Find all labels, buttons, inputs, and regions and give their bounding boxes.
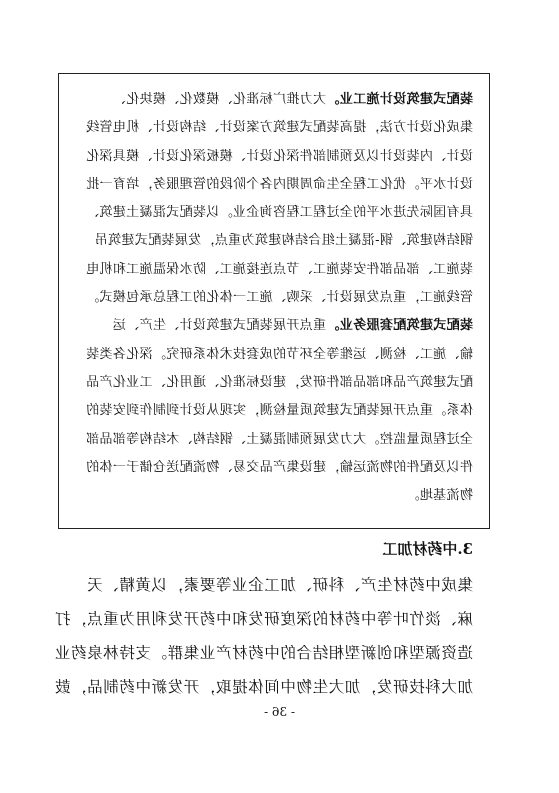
box-line-text: 集成化设计方法，提高装配式建筑方案设计、结构设计、机电管线 — [85, 120, 473, 136]
box-line-text: 装施工、部品部件安装施工、节点连接施工、防水保温施工和机电 — [85, 261, 473, 277]
box-line-text: 重点开展装配式建筑设计、生产、运 — [112, 318, 327, 334]
box-line — [73, 171, 473, 199]
box-text-block — [73, 86, 473, 510]
box-line-text: 管线施工，重点发展设计、采购、施工一体化的工程总承包模式。 — [85, 290, 473, 306]
box-line-text: 具有国际先进水平的全过程工程咨询企业。以装配式混凝土建筑、 — [85, 205, 473, 221]
section-heading: 3.中药材加工 — [382, 540, 473, 558]
box-line — [73, 86, 473, 114]
box-line — [73, 199, 473, 227]
box-line — [73, 341, 473, 369]
body-line: 集成中药材生产、科研、加工企业等要素，以黄精、天 — [86, 576, 473, 594]
box-line — [73, 143, 473, 171]
box-line — [73, 284, 473, 312]
box-line-text: 件以及配件的物流运输，建设集产品交易、物流配送仓储于一体的 — [85, 459, 473, 475]
bordered-text-box — [58, 73, 490, 529]
box-line — [73, 256, 473, 284]
box-line-text: 设计水平。优化工程全生命周期内各个阶段的管理服务，培育一批 — [85, 176, 473, 192]
box-line — [73, 114, 473, 142]
page-number: - 36 - — [264, 705, 296, 719]
box-line-bold-lead: 装配式建筑设计施工业。 — [326, 92, 473, 107]
body-line: 麻、淡竹叶等中药材的深度研发和中药开发利用为重点，打 — [54, 610, 473, 628]
box-line — [73, 482, 473, 510]
box-line-bold-lead: 装配式建筑配套服务业。 — [326, 318, 473, 334]
box-line-text: 大力推广标准化、模数化、模块化、 — [112, 92, 327, 107]
box-line-text: 全过程质量监控。大力发展预制混凝土、钢结构、木结构等部品部 — [85, 431, 473, 447]
box-line-text: 体系。重点开展装配式建筑质量检测，实现从设计到制作到安装的 — [85, 403, 473, 419]
body-line: 造资源型和创新型相结合的中药材产业集群。支持林泉药业 — [54, 644, 473, 662]
box-line — [73, 227, 473, 255]
box-line — [73, 312, 473, 340]
body-line: 加大科技研发，加大生物中间体提取，开发新中药制品，鼓 — [54, 678, 473, 696]
box-line-text: 输、施工、检测、运维等全环节的成套技术体系研究。深化各类装 — [85, 346, 473, 362]
box-line-text: 钢结构建筑、钢-混凝土组合结构建筑为重点，发展装配式建筑吊 — [94, 233, 473, 249]
box-line — [73, 369, 473, 397]
box-line-text: 设计、内装设计以及预制部件深化设计、模板深化设计、模具深化 — [85, 148, 473, 164]
body-paragraph — [54, 568, 473, 704]
box-line — [73, 454, 473, 482]
box-line-text: 配式建筑产品和部品部件研发，建设标准化、通用化、工业化产品 — [85, 374, 473, 390]
box-line — [73, 426, 473, 454]
box-line-text: 物流基地。 — [406, 488, 473, 504]
box-line — [73, 397, 473, 425]
